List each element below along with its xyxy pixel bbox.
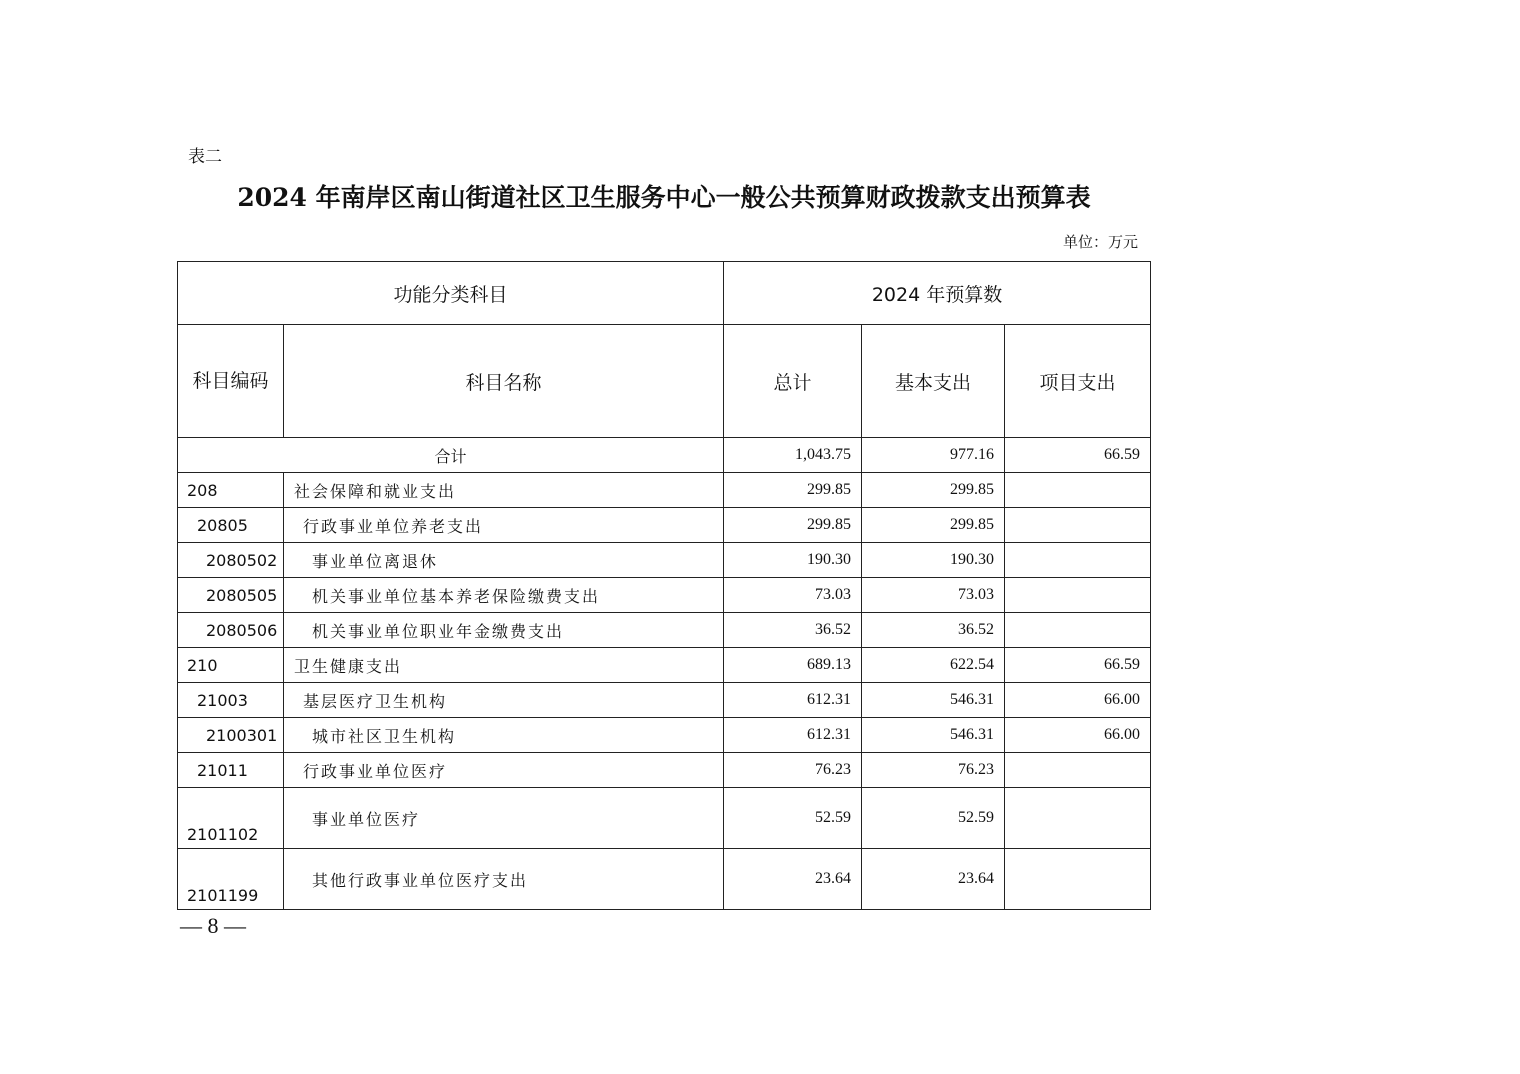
header-row-columns [178, 325, 1151, 438]
code-cell: 21011 [178, 753, 284, 788]
project-cell [1005, 578, 1151, 613]
project-cell [1005, 473, 1151, 508]
project-cell [1005, 849, 1151, 910]
code-cell: 2080506 [178, 613, 284, 648]
project-cell: 66.00 [1005, 718, 1151, 753]
total-cell: 36.52 [724, 613, 862, 648]
project-cell: 66.59 [1005, 438, 1151, 473]
name-cell: 事业单位离退休 [284, 543, 724, 578]
name-cell: 机关事业单位基本养老保险缴费支出 [284, 578, 724, 613]
basic-cell: 52.59 [862, 788, 1005, 849]
code-cell: 21003 [178, 683, 284, 718]
document-title: 2024 年南岸区南山街道社区卫生服务中心一般公共预算财政拨款支出预算表 [237, 183, 1091, 212]
total-cell: 23.64 [724, 849, 862, 910]
basic-cell: 977.16 [862, 438, 1005, 473]
total-cell: 1,043.75 [724, 438, 862, 473]
col-header-total: 总计 [724, 325, 862, 438]
unit-label: 单位：万元 [1062, 233, 1138, 251]
name-cell: 行政事业单位养老支出 [284, 508, 724, 543]
total-cell: 76.23 [724, 753, 862, 788]
table-row [178, 683, 1151, 718]
table-row [178, 849, 1151, 910]
basic-cell: 36.52 [862, 613, 1005, 648]
project-cell [1005, 613, 1151, 648]
name-cell: 其他行政事业单位医疗支出 [284, 849, 724, 910]
code-cell: 2100301 [178, 718, 284, 753]
basic-cell: 73.03 [862, 578, 1005, 613]
total-cell: 612.31 [724, 683, 862, 718]
code-cell: 210 [178, 648, 284, 683]
table-row [178, 543, 1151, 578]
total-cell: 689.13 [724, 648, 862, 683]
basic-cell: 190.30 [862, 543, 1005, 578]
total-cell: 612.31 [724, 718, 862, 753]
code-cell: 20805 [178, 508, 284, 543]
name-cell: 城市社区卫生机构 [284, 718, 724, 753]
project-cell [1005, 543, 1151, 578]
basic-cell: 622.54 [862, 648, 1005, 683]
project-cell [1005, 788, 1151, 849]
table-row [178, 613, 1151, 648]
total-cell: 299.85 [724, 473, 862, 508]
col-group-function: 功能分类科目 [178, 262, 724, 325]
col-header-name: 科目名称 [284, 325, 724, 438]
header-row-group [178, 262, 1151, 325]
project-cell [1005, 508, 1151, 543]
project-cell: 66.59 [1005, 648, 1151, 683]
name-cell: 基层医疗卫生机构 [284, 683, 724, 718]
page-number: — 8 — [180, 913, 246, 938]
table-row [178, 753, 1151, 788]
table-row [178, 788, 1151, 849]
table-row [178, 648, 1151, 683]
code-cell: 2080505 [178, 578, 284, 613]
basic-cell: 76.23 [862, 753, 1005, 788]
code-cell: 2101102 [178, 788, 284, 849]
basic-cell: 299.85 [862, 473, 1005, 508]
name-cell: 机关事业单位职业年金缴费支出 [284, 613, 724, 648]
name-cell: 卫生健康支出 [284, 648, 724, 683]
col-header-code: 科目编码 [178, 325, 284, 438]
total-cell: 299.85 [724, 508, 862, 543]
basic-cell: 546.31 [862, 683, 1005, 718]
table-row [178, 578, 1151, 613]
name-cell: 行政事业单位医疗 [284, 753, 724, 788]
total-label: 合计 [178, 438, 724, 473]
total-row [178, 438, 1151, 473]
total-cell: 73.03 [724, 578, 862, 613]
budget-table [177, 261, 1151, 910]
col-header-basic: 基本支出 [862, 325, 1005, 438]
table-label: 表二 [188, 147, 222, 167]
code-cell: 2101199 [178, 849, 284, 910]
total-cell: 52.59 [724, 788, 862, 849]
code-cell: 208 [178, 473, 284, 508]
table-row [178, 718, 1151, 753]
basic-cell: 299.85 [862, 508, 1005, 543]
name-cell: 事业单位医疗 [284, 788, 724, 849]
table-row [178, 473, 1151, 508]
col-group-budget: 2024 年预算数 [724, 262, 1151, 325]
project-cell: 66.00 [1005, 683, 1151, 718]
total-cell: 190.30 [724, 543, 862, 578]
project-cell [1005, 753, 1151, 788]
code-cell: 2080502 [178, 543, 284, 578]
basic-cell: 546.31 [862, 718, 1005, 753]
basic-cell: 23.64 [862, 849, 1005, 910]
table-row [178, 508, 1151, 543]
col-header-project: 项目支出 [1005, 325, 1151, 438]
name-cell: 社会保障和就业支出 [284, 473, 724, 508]
